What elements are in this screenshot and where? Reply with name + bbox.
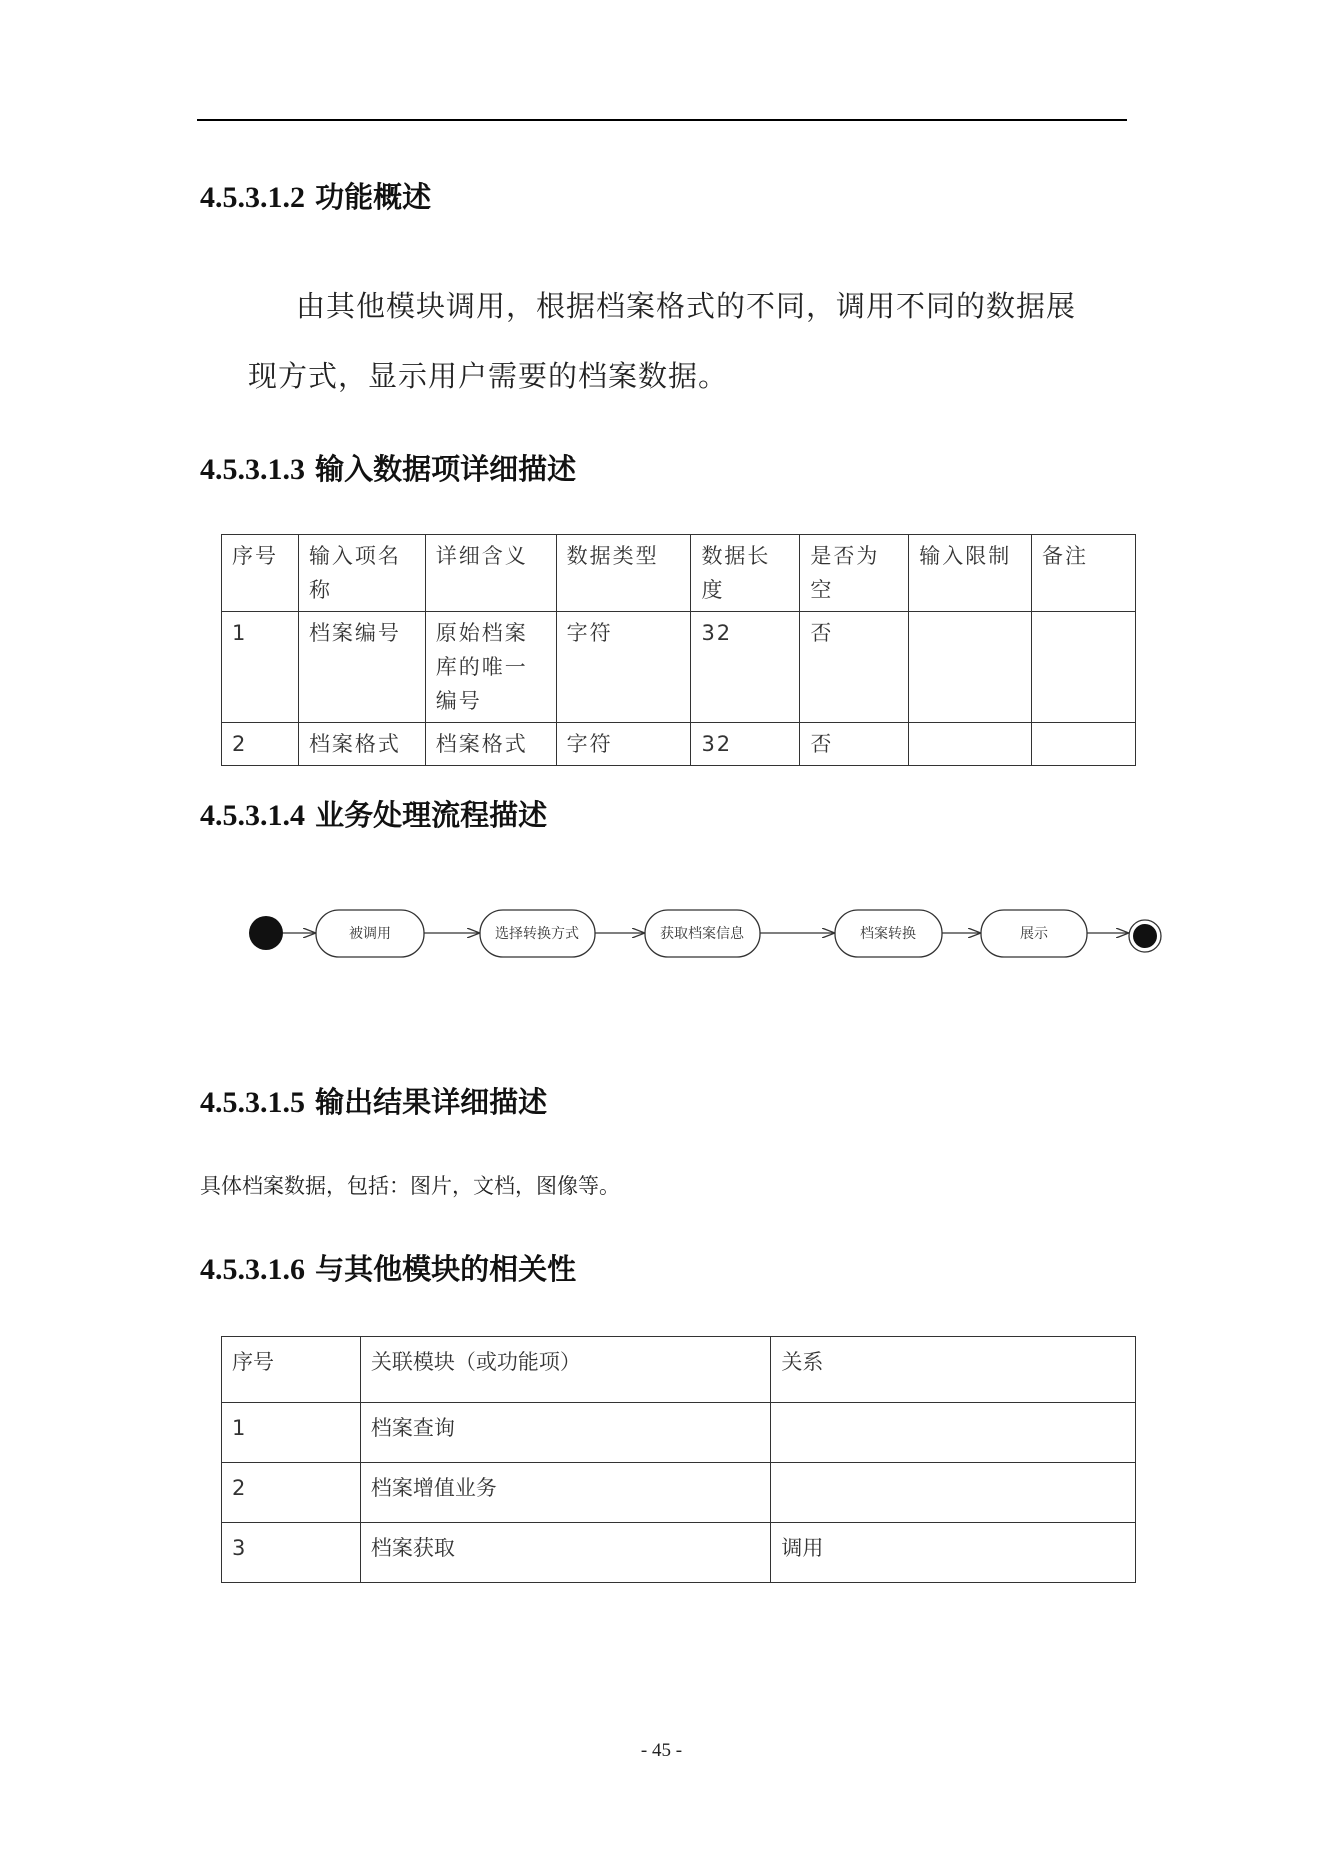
flow-step-label: 选择转换方式 <box>495 926 579 942</box>
table-cell: 否 <box>800 723 909 766</box>
flow-step-label: 档案转换 <box>860 926 916 942</box>
table-header-row <box>222 1337 1136 1403</box>
section-heading-4-5-3-1-3: 4.5.3.1.3 输入数据项详细描述 <box>200 452 577 486</box>
table-cell <box>771 1403 1136 1463</box>
overview-paragraph: 由其他模块调用，根据档案格式的不同，调用不同的数据展 现方式，显示用户需要的档案数据。 <box>248 289 1077 393</box>
header-cell: 备注 <box>1032 535 1136 612</box>
page-number: - 45 - <box>640 1740 683 1761</box>
table-row <box>222 1523 1136 1583</box>
output-description: 具体档案数据，包括：图片，文档，图像等。 <box>200 1174 620 1198</box>
header-cell: 输入项名称 <box>298 535 425 612</box>
flow-step-label: 被调用 <box>349 926 391 942</box>
section-heading-4-5-3-1-5: 4.5.3.1.5 输出结果详细描述 <box>200 1085 548 1119</box>
table-cell: 2 <box>222 1463 361 1523</box>
table-row <box>222 1403 1136 1463</box>
header-cell: 数据类型 <box>556 535 691 612</box>
table-cell <box>771 1463 1136 1523</box>
start-node <box>249 916 283 950</box>
header-cell: 详细含义 <box>425 535 556 612</box>
table-cell: 调用 <box>771 1523 1136 1583</box>
table-cell: 档案查询 <box>360 1403 771 1463</box>
section-heading-4-5-3-1-4: 4.5.3.1.4 业务处理流程描述 <box>200 798 548 832</box>
table-cell <box>909 612 1032 723</box>
table-header-row <box>222 535 1136 612</box>
table-cell: 档案格式 <box>425 723 556 766</box>
table-cell <box>1032 723 1136 766</box>
input-data-table <box>221 534 1136 766</box>
end-node <box>1133 924 1157 948</box>
table-cell: 档案获取 <box>360 1523 771 1583</box>
header-cell: 关系 <box>771 1337 1136 1403</box>
header-cell: 数据长度 <box>691 535 800 612</box>
table-cell: 3 <box>222 1523 361 1583</box>
table-row <box>222 1463 1136 1523</box>
table-cell: 原始档案库的唯一编号 <box>425 612 556 723</box>
table-row <box>222 723 1136 766</box>
table-cell <box>909 723 1032 766</box>
table-cell: 档案增值业务 <box>360 1463 771 1523</box>
flow-step-label: 展示 <box>1020 926 1048 942</box>
header-cell: 输入限制 <box>909 535 1032 612</box>
table-cell: 32 <box>691 723 800 766</box>
table-cell: 2 <box>222 723 299 766</box>
flow-step-label: 获取档案信息 <box>660 926 744 942</box>
header-cell: 是否为空 <box>800 535 909 612</box>
table-cell: 32 <box>691 612 800 723</box>
table-cell: 1 <box>222 612 299 723</box>
table-row <box>222 612 1136 723</box>
activity-flow-diagram <box>240 895 1175 975</box>
header-cell: 关联模块（或功能项） <box>360 1337 771 1403</box>
header-rule <box>197 119 1127 121</box>
header-cell: 序号 <box>222 535 299 612</box>
table-cell: 字符 <box>556 612 691 723</box>
section-heading-4-5-3-1-6: 4.5.3.1.6 与其他模块的相关性 <box>200 1252 577 1286</box>
table-cell: 1 <box>222 1403 361 1463</box>
table-cell: 字符 <box>556 723 691 766</box>
table-cell <box>1032 612 1136 723</box>
table-cell: 档案格式 <box>298 723 425 766</box>
table-cell: 档案编号 <box>298 612 425 723</box>
section-heading-4-5-3-1-2: 4.5.3.1.2 功能概述 <box>200 180 432 214</box>
header-cell: 序号 <box>222 1337 361 1403</box>
module-relation-table <box>221 1336 1136 1583</box>
table-cell: 否 <box>800 612 909 723</box>
